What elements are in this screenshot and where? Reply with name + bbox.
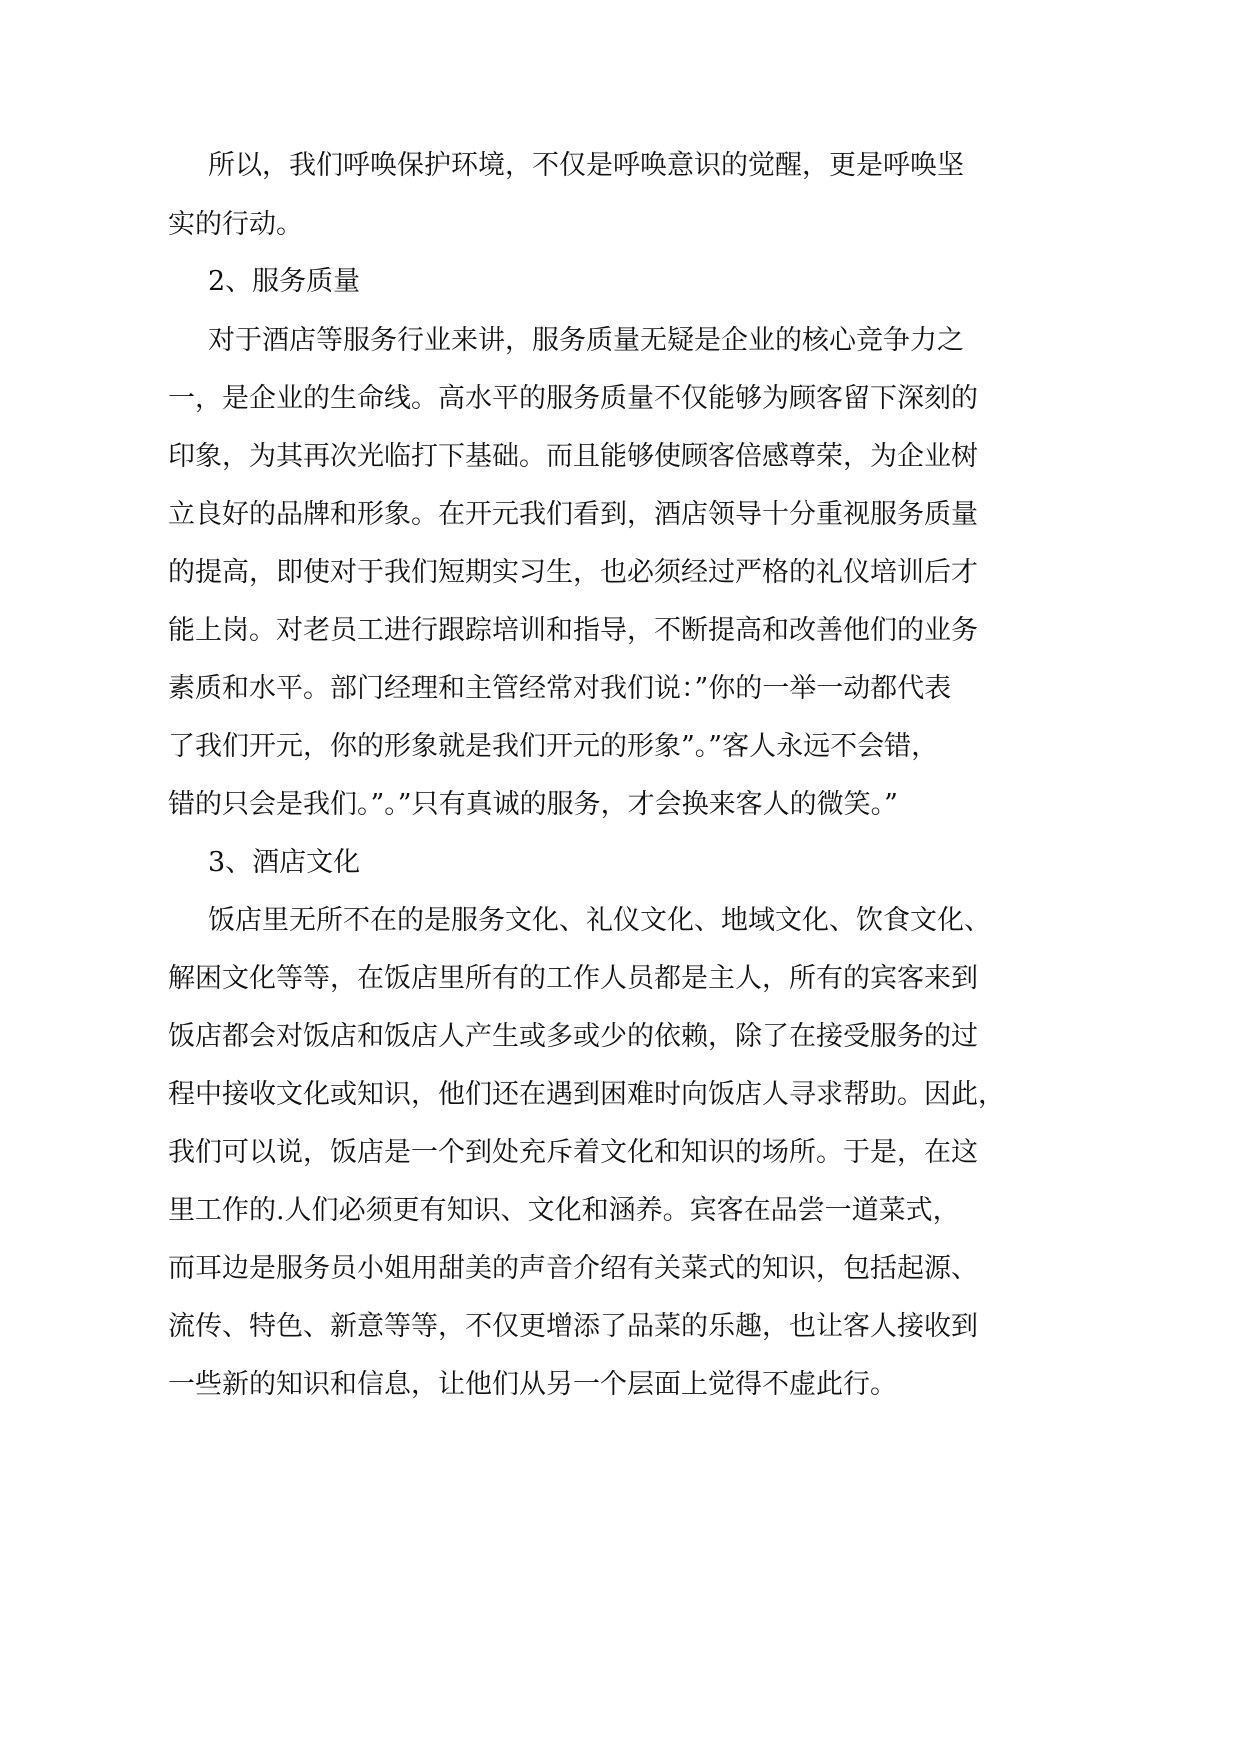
paragraph-line: 了我们开元，你的形象就是我们开元的形象”。”客人永远不会错， — [168, 731, 939, 762]
paragraph-line: 而耳边是服务员小姐用甜美的声音介绍有关菜式的知识，包括起源、 — [168, 1253, 978, 1284]
paragraph-line: 素质和水平。部门经理和主管经常对我们说：”你的一举一动都代表 — [168, 673, 952, 704]
paragraph-line: 一，是企业的生命线。高水平的服务质量不仅能够为顾客留下深刻的 — [168, 383, 978, 414]
paragraph-line: 的提高，即使对于我们短期实习生，也必须经过严格的礼仪培训后才 — [168, 557, 978, 588]
paragraph-line: 解困文化等等，在饭店里所有的工作人员都是主人，所有的宾客来到 — [168, 963, 978, 994]
paragraph-line: 对于酒店等服务行业来讲，服务质量无疑是企业的核心竞争力之 — [208, 325, 964, 356]
paragraph-line: 流传、特色、新意等等，不仅更增添了品菜的乐趣，也让客人接收到 — [168, 1311, 978, 1342]
paragraph-line: 一些新的知识和信息，让他们从另一个层面上觉得不虚此行。 — [168, 1369, 897, 1400]
paragraph-line: 我们可以说，饭店是一个到处充斥着文化和知识的场所。于是，在这 — [168, 1137, 978, 1168]
paragraph-line: 立良好的品牌和形象。在开元我们看到，酒店领导十分重视服务质量 — [168, 499, 978, 530]
section-heading-service-quality: 2、服务质量 — [208, 266, 361, 297]
paragraph-line: 错的只会是我们。”。”只有真诚的服务，才会换来客人的微笑。” — [168, 789, 898, 820]
paragraph-line: 印象，为其再次光临打下基础。而且能够使顾客倍感尊荣，为企业树 — [168, 441, 978, 472]
paragraph-line: 所以，我们呼唤保护环境，不仅是呼唤意识的觉醒，更是呼唤坚 — [208, 150, 964, 181]
paragraph-line: 实的行动。 — [168, 209, 303, 240]
paragraph-line: 饭店都会对饭店和饭店人产生或多或少的依赖，除了在接受服务的过 — [168, 1021, 978, 1052]
paragraph-line: 能上岗。对老员工进行跟踪培训和指导，不断提高和改善他们的业务 — [168, 615, 978, 646]
paragraph-line: 饭店里无所不在的是服务文化、礼仪文化、地域文化、饮食文化、 — [208, 905, 991, 936]
paragraph-line: 里工作的.人们必须更有知识、文化和涵养。宾客在品尝一道菜式， — [168, 1195, 960, 1226]
paragraph-line: 程中接收文化或知识，他们还在遇到困难时向饭店人寻求帮助。因此， — [168, 1079, 1005, 1110]
section-heading-hotel-culture: 3、酒店文化 — [208, 847, 361, 878]
